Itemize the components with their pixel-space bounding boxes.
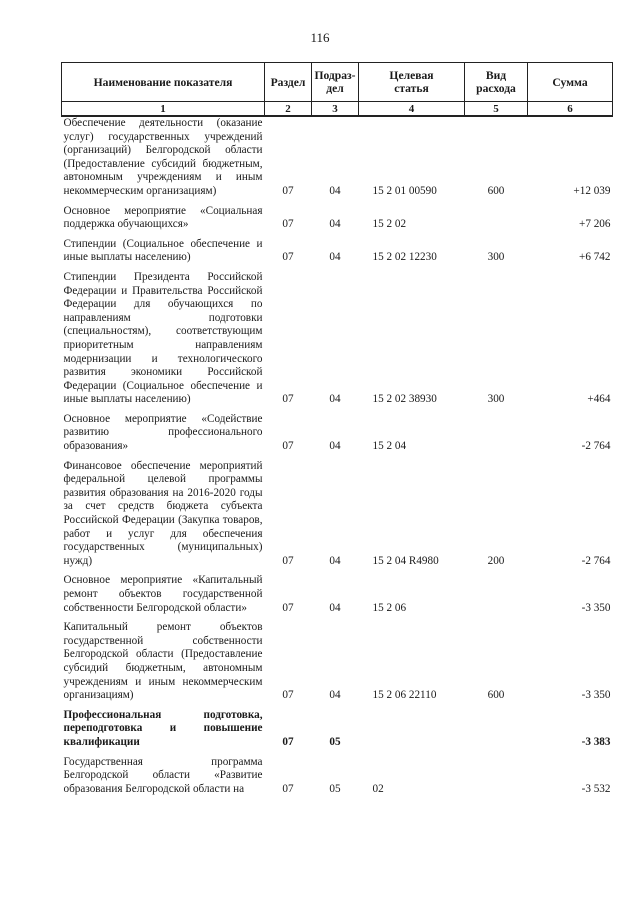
row-subsection: 05 [329, 782, 341, 795]
row-section: 07 [282, 251, 294, 264]
row-amount: +12 039 [573, 184, 611, 197]
row-amount: -3 350 [581, 689, 611, 702]
row-name: Обеспечение деятельности (оказание услуг) государственных учреждений (организаций) Белгородской области (Предоставление субсидий бюджетным, автономным учреждениям и иным некоммерческим организациям) [63, 117, 263, 197]
row-expense-type [465, 199, 528, 232]
table-row [62, 615, 613, 703]
row-amount: -2 764 [581, 440, 611, 453]
row-section: 07 [282, 735, 294, 748]
table-row [62, 568, 613, 615]
row-expense-type [465, 407, 528, 454]
table-row [62, 199, 613, 232]
row-subsection: 04 [329, 554, 341, 567]
row-name: Государственная программа Белгородской области «Развитие образования Белгородской области на [63, 755, 263, 795]
table-header-row [62, 63, 613, 102]
row-target-article: 15 2 01 00590 [372, 184, 437, 197]
row-subsection: 04 [329, 689, 341, 702]
row-name: Основное мероприятие «Содействие развитию профессионального образования» [63, 412, 263, 453]
row-name: Финансовое обеспечение мероприятий федеральной целевой программы развития образования на 2016-2020 годы за счет средств бюджета субъекта Российской Федерации (Закупка товаров, работ и услуг для обеспечения государственных (муниципальных) нужд) [63, 459, 263, 567]
column-number: 1 [62, 102, 265, 117]
row-target-article: 15 2 02 12230 [372, 251, 437, 264]
table-row [62, 407, 613, 454]
row-amount: +6 742 [579, 251, 611, 264]
table-row [62, 703, 613, 750]
row-subsection: 04 [329, 393, 341, 406]
row-expense-type [465, 750, 528, 797]
row-expense-type: 300 [487, 251, 505, 264]
row-section: 07 [282, 393, 294, 406]
row-subsection: 04 [329, 218, 341, 231]
column-number-row [62, 102, 613, 117]
row-expense-type: 600 [487, 184, 505, 197]
page-number: 116 [310, 30, 330, 45]
row-expense-type: 600 [487, 689, 505, 702]
row-subsection: 05 [329, 735, 341, 748]
table-row [62, 454, 613, 569]
header-section: Раздел [265, 63, 312, 102]
row-target-article: 15 2 06 [372, 601, 407, 614]
column-number: 3 [312, 102, 359, 117]
table-row [62, 232, 613, 265]
column-number: 5 [465, 102, 528, 117]
row-amount: -3 532 [581, 782, 611, 795]
row-expense-type: 200 [487, 554, 505, 567]
row-amount: -3 383 [581, 735, 611, 748]
table-body [62, 116, 613, 796]
row-section: 07 [282, 689, 294, 702]
row-section: 07 [282, 440, 294, 453]
row-target-article: 02 [372, 782, 384, 795]
row-section: 07 [282, 601, 294, 614]
row-expense-type [465, 703, 528, 750]
row-expense-type [465, 568, 528, 615]
row-amount: -3 350 [581, 601, 611, 614]
column-number: 2 [265, 102, 312, 117]
row-target-article: 15 2 06 22110 [372, 689, 437, 702]
row-amount: +7 206 [579, 218, 611, 231]
header-indicator-name: Наименование показателя [62, 63, 265, 102]
row-amount: -2 764 [581, 554, 611, 567]
column-number: 6 [528, 102, 613, 117]
table-row [62, 750, 613, 797]
header-target-article: Целевая статья [359, 63, 465, 102]
row-section: 07 [282, 218, 294, 231]
row-subsection: 04 [329, 251, 341, 264]
table-row [62, 265, 613, 407]
column-number: 4 [359, 102, 465, 117]
row-section: 07 [282, 782, 294, 795]
row-subsection: 04 [329, 184, 341, 197]
row-name: Стипендии (Социальное обеспечение и иные выплаты населению) [63, 237, 263, 264]
table-row [62, 116, 613, 199]
header-subsection: Подраз- дел [312, 63, 359, 102]
row-name: Капитальный ремонт объектов государственной собственности Белгородской области (Предоставление субсидий бюджетным, автономным учреждениям и иным некоммерческим организациям) [63, 621, 263, 702]
row-section: 07 [282, 184, 294, 197]
budget-table [61, 62, 613, 796]
row-target-article: 15 2 02 [372, 218, 407, 231]
row-target-article: 15 2 02 38930 [372, 393, 437, 406]
row-target-article: 15 2 04 R4980 [372, 554, 439, 567]
row-subsection: 04 [329, 440, 341, 453]
row-subsection: 04 [329, 601, 341, 614]
row-amount: +464 [587, 393, 611, 406]
header-expense-type: Вид расхода [465, 63, 528, 102]
row-expense-type: 300 [487, 393, 505, 406]
row-target-article: 15 2 04 [372, 440, 407, 453]
row-name: Основное мероприятие «Капитальный ремонт объектов государственной собственности Белгородской области» [63, 574, 263, 614]
header-amount: Сумма [528, 63, 613, 102]
row-section: 07 [282, 554, 294, 567]
row-name: Профессиональная подготовка, переподготовка и повышение квалификации [63, 708, 263, 748]
row-target-article [359, 703, 465, 750]
row-name: Стипендии Президента Российской Федерации и Правительства Российской Федерации для обучающихся по направлениям подготовки (специальностям), соответствующим приоритетным направлениям модернизации и технологического развития экономики Российской Федерации (Социальное обеспечение и иные выплаты населению) [63, 270, 263, 406]
row-name: Основное мероприятие «Социальная поддержка обучающихся» [63, 204, 263, 231]
